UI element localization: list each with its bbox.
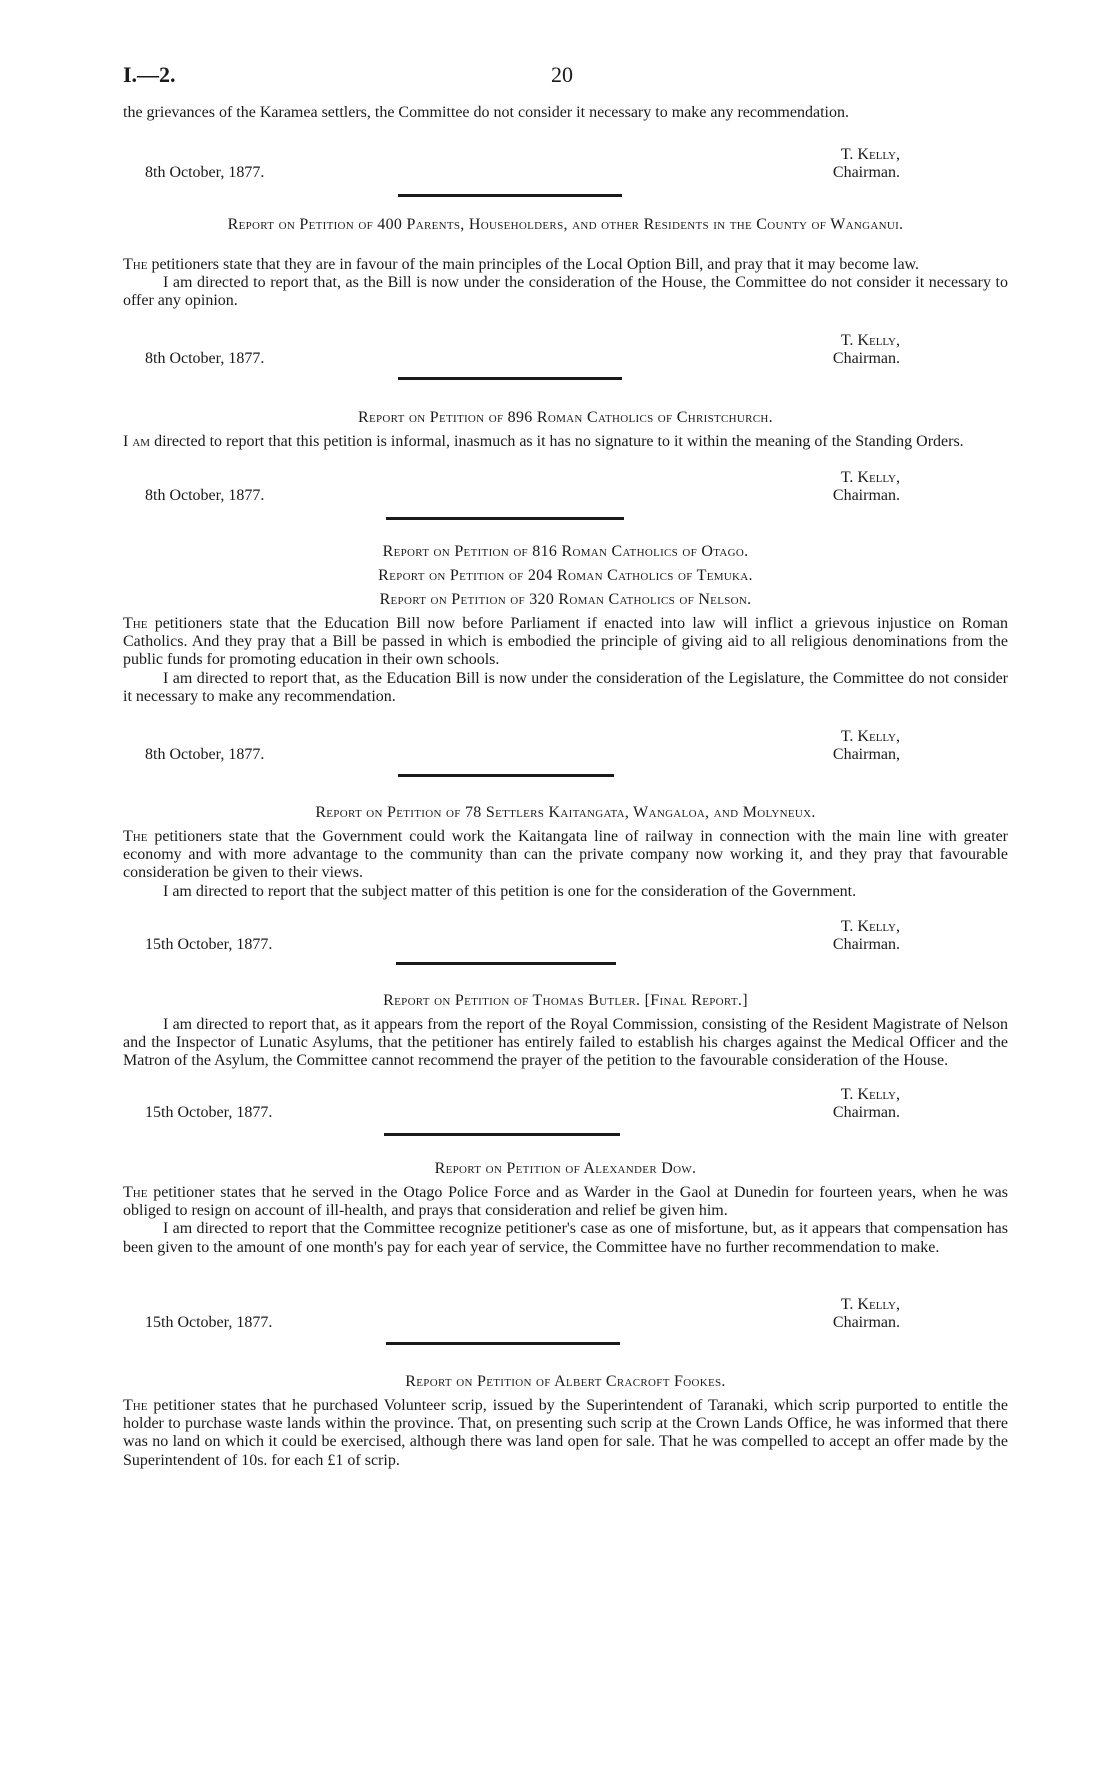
section-title: Report on Petition of 896 Roman Catholics of Christchurch. [358,409,773,426]
paragraph: I am directed to report that this petition is informal, inasmuch as it has no signature to it within the meaning of the Standing Orders. [123,433,964,450]
section-title: Report on Petition of 78 Settlers Kaitangata, Wangaloa, and Molyneux. [315,804,816,821]
paragraph: The petitioners state that the Education Bill now before Parliament if enacted into law will inflict a grievous injustice on Roman Catholics. And they pray that a Bill be passed in which is embodied the principle of giving aid to all religious denominations from the public funds for promoting education in their own schools. [123,615,1008,669]
paragraph: The petitioner states that he purchased Volunteer scrip, issued by the Superintendent of Taranaki, which scrip purported to entitle the holder to purchase waste lands within the province. That, on presenting such scrip at the Crown Lands Office, he was informed that there was no land on which it could be exercised, although there was land open for sale. That he was compelled to accept an offer made by the Superintendent of 10s. for each £1 of scrip. [123,1397,1009,1469]
signatory-name: T. Kelly, [840,1086,900,1103]
report-date: 15th October, 1877. [145,1314,273,1331]
signatory-role: Chairman. [832,350,900,367]
lead-word: The [123,1397,148,1414]
lead-word: The [123,615,148,632]
paragraph: the grievances of the Karamea settlers, the Committee do not consider it necessary to make any recommendation. [123,104,849,121]
section-title: Report on Petition of 816 Roman Catholics of Otago. [382,543,749,560]
report-date: 8th October, 1877. [145,164,265,181]
section-divider [398,377,622,380]
report-date: 8th October, 1877. [145,487,265,504]
signatory-name: T. Kelly, [840,918,900,935]
section-divider [398,194,622,197]
paragraph: The petitioner states that he served in the Otago Police Force and as Warder in the Gaol at Dunedin for fourteen years, when he was obliged to resign on account of ill-health, and prays that consideration and relief be given him. [123,1184,1009,1220]
section-divider [386,517,624,520]
section-fookes [123,1397,1008,1470]
section-title: Report on Petition of 320 Roman Catholics of Nelson. [379,591,752,608]
lead-word: I am [123,433,151,450]
paragraph: I am directed to report that, as it appears from the report of the Royal Commission, consisting of the Resident Magistrate of Nelson and the Inspector of Lunatic Asylums, that the petitioner has entirely failed to establish his charges against the Medical Officer and the Matron of the Asylum, the Committee cannot recommend the prayer of the petition to the favourable consideration of the House. [123,1016,1008,1070]
section-wanganui [123,256,1008,311]
report-date: 8th October, 1877. [145,746,265,763]
section-education [123,615,1008,706]
lead-word: The [123,1184,148,1201]
section-butler [123,1016,1008,1071]
section-title: Report on Petition of Albert Cracroft Fookes. [405,1373,726,1390]
page-reference: I.—2. [123,62,176,87]
signatory-name: T. Kelly, [840,146,900,163]
section-christchurch [123,433,1008,451]
signatory-name: T. Kelly, [840,1296,900,1313]
section-kaitangata [123,828,1008,901]
section-title: Report on Petition of 204 Roman Catholics of Temuka. [378,567,753,584]
signatory-name: T. Kelly, [840,469,900,486]
section-karamea-continuation [123,104,1008,122]
section-divider [398,774,614,777]
lead-word: The [123,256,148,273]
section-divider [386,1342,620,1345]
paragraph: The petitioners state that they are in favour of the main principles of the Local Option Bill, and pray that it may become law. [123,256,920,273]
section-title: Report on Petition of Alexander Dow. [434,1160,697,1177]
signatory-role: Chairman. [832,1104,900,1121]
report-date: 15th October, 1877. [145,1104,273,1121]
section-divider [384,1133,620,1136]
page-number: 20 [551,62,573,87]
report-date: 15th October, 1877. [145,936,273,953]
page-header [123,62,1023,92]
paragraph: The petitioners state that the Government could work the Kaitangata line of railway in connection with the main line with greater economy and with more advantage to the community than can the private company now working it, and they pray that favourable consideration be given to their views. [123,828,1009,882]
signatory-role: Chairman. [832,487,900,504]
signatory-role: Chairman, [832,746,900,763]
section-title: Report on Petition of 400 Parents, Householders, and other Residents in the County of Wanganui. [227,216,904,233]
paragraph: I am directed to report that the Committee recognize petitioner's case as one of misfortune, but, as it appears that compensation has been given to the amount of one month's pay for each year of service, the Committee have no further recommendation to make. [123,1220,1008,1256]
paragraph: I am directed to report that, as the Bill is now under the consideration of the House, the Committee do not consider it necessary to offer any opinion. [123,274,1008,310]
section-title: Report on Petition of Thomas Butler. [Final Report.] [383,992,748,1009]
signatory-role: Chairman. [832,936,900,953]
section-divider [396,962,616,965]
paragraph: I am directed to report that the subject matter of this petition is one for the consideration of the Government. [163,882,857,900]
paragraph: I am directed to report that, as the Education Bill is now under the consideration of the Legislature, the Committee do not consider it necessary to make any recommendation. [123,669,1008,705]
signatory-role: Chairman. [832,1314,900,1331]
lead-word: The [123,828,148,845]
signatory-name: T. Kelly, [840,332,900,349]
section-dow [123,1184,1008,1257]
signatory-role: Chairman. [832,164,900,181]
report-date: 8th October, 1877. [145,350,265,367]
signatory-name: T. Kelly, [840,728,900,745]
